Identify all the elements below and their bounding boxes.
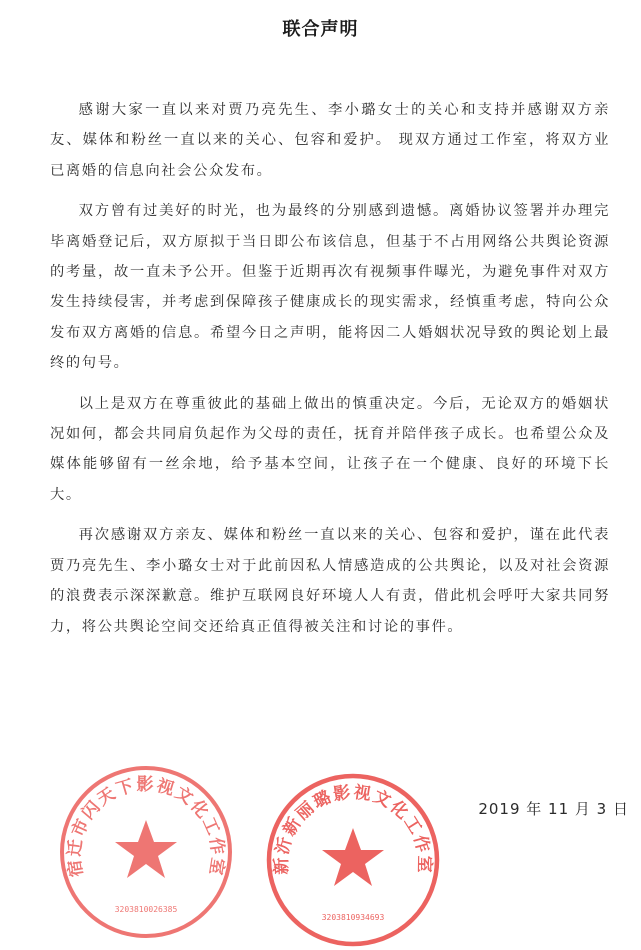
seal-name-text: 宿迁市闪天下影视文化工作室 — [64, 775, 228, 879]
paragraph: 感谢大家一直以来对贾乃亮先生、李小璐女士的关心和支持并感谢双方亲友、媒体和粉丝一直以来的关心、包容和爱护。 现双方通过工作室，将双方业已离婚的信息向社会公众发布。 — [50, 102, 610, 179]
statement-body — [50, 95, 610, 652]
paragraph: 双方曾有过美好的时光，也为最终的分别感到遗憾。离婚协议签署并办理完毕离婚登记后，双方原拟于当日即公布该信息，但基于不占用网络公共舆论资源的考量，故一直未予公开。但鉴于近期再次有视频事件曝光，为避免事件对双方发生持续侵害，并考虑到保障孩子健康成长的现实需求，经慎重考虑，特向公众发布双方离婚的信息。希望今日之声明，能将因二人婚姻状况导致的舆论划上最终的句号。 — [50, 203, 610, 372]
seal-stamp-2 — [263, 770, 443, 950]
seal-code-text: 3203810026385 — [114, 905, 178, 914]
star-icon — [322, 828, 384, 886]
document-title: 联合声明 — [282, 19, 359, 40]
seal-code-text: 3203810934693 — [321, 913, 385, 922]
paragraph: 以上是双方在尊重彼此的基础上做出的慎重决定。今后，无论双方的婚姻状况如何，都会共同肩负起作为父母的责任，抚育并陪伴孩子成长。也希望公众及媒体能够留有一丝余地，给予基本空间，让孩子在一个健康、良好的环境下长大。 — [50, 395, 610, 503]
seal-name-text: 新沂新丽璐影视文化工作室 — [271, 782, 435, 875]
star-icon — [115, 820, 177, 878]
paragraph: 再次感谢双方亲友、媒体和粉丝一直以来的关心、包容和爱护，谨在此代表贾乃亮先生、李小璐女士对于此前因私人情感造成的公共舆论，以及对社会资源的浪费表示深深歉意。维护互联网良好环境人人有责，借此机会呼吁大家共同努力，将公共舆论空间交还给真正值得被关注和讨论的事件。 — [50, 527, 610, 635]
statement-date: 2019 年 11 月 3 日 — [478, 800, 629, 818]
seal-stamp-1 — [56, 762, 236, 942]
